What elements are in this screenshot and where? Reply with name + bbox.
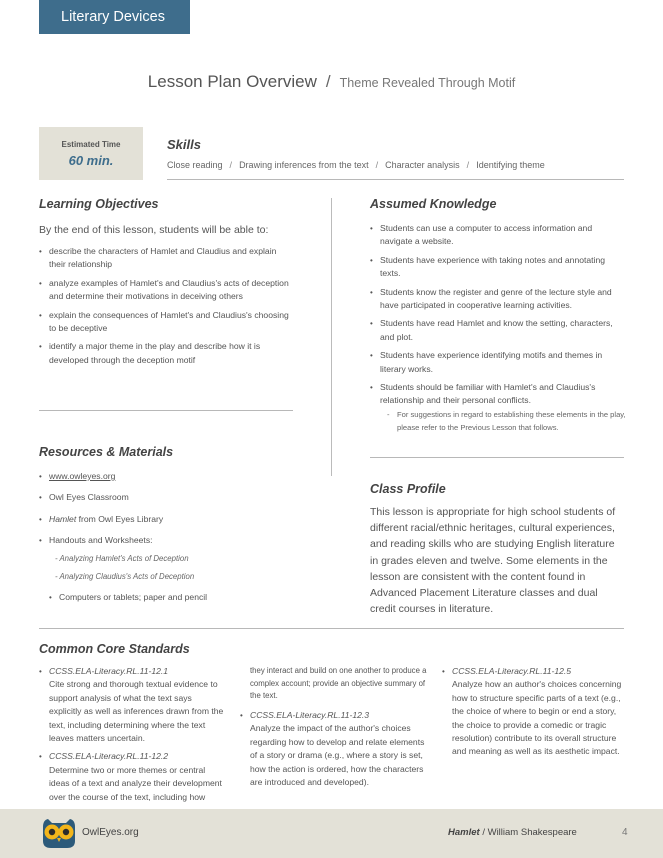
owleyes-link[interactable]: www.owleyes.org	[49, 471, 116, 481]
list-item: • Handouts and Worksheets:	[39, 534, 289, 547]
standards-divider	[39, 628, 624, 629]
skill-separator: /	[466, 160, 470, 170]
list-item: • describe the characters of Hamlet and Claudius and explain their relationship	[39, 245, 289, 272]
list-item: • analyze examples of Hamlet's and Claudius's acts of deception and determine their motivations in deceiving others	[39, 277, 289, 304]
skill-separator: /	[375, 160, 379, 170]
list-item: • Students have experience with taking notes and annotating texts.	[370, 254, 624, 281]
standard-text: Cite strong and thorough textual evidence to support analysis of what the text says explicitly as well as inferences drawn from the text, including determining where the text leaves matters uncertain.	[49, 679, 224, 744]
list-item: • explain the consequences of Hamlet's and Claudius's choosing to be deceptive	[39, 309, 289, 336]
estimated-time-box	[39, 127, 143, 180]
standard-item	[240, 709, 428, 789]
standard-text: Determine two or more themes or central ideas of a text and analyze their development over the course of the text, including how	[49, 764, 222, 802]
assumed-knowledge-heading: Assumed Knowledge	[370, 197, 497, 211]
list-item: • Students know the register and genre of the lecture style and have participated in cooperative learning activities.	[370, 286, 624, 313]
list-item	[39, 513, 289, 526]
list-item	[39, 470, 289, 483]
page-number: 4	[622, 827, 628, 838]
resources-list-extra	[49, 591, 289, 609]
list-item: • identify a major theme in the play and describe how it is developed through the deception motif	[39, 340, 289, 367]
standard-code: • CCSS.ELA-Literacy.RL.11-12.2	[49, 751, 169, 762]
objectives-divider	[39, 410, 293, 411]
handout-title: Analyzing Claudius's Acts of Deception	[59, 572, 195, 581]
list-item: • Students have read Hamlet and know the setting, characters, and plot.	[370, 317, 624, 344]
page-title	[0, 72, 663, 92]
knowledge-list	[370, 222, 624, 413]
resources-heading: Resources & Materials	[39, 445, 174, 459]
list-item: • Students have experience identifying motifs and themes in literary works.	[370, 349, 624, 376]
hamlet-source: from Owl Eyes Library	[76, 513, 164, 524]
standard-item	[39, 665, 225, 745]
standards-col-1	[39, 665, 225, 809]
standards-col-3	[442, 665, 622, 764]
list-item: • Students should be familiar with Hamlet's and Claudius's relationship and their personal conflicts.	[370, 381, 624, 408]
footer-byline	[448, 827, 577, 838]
skill-separator: /	[229, 160, 233, 170]
objectives-list	[39, 245, 289, 372]
title-subtitle: Theme Revealed Through Motif	[339, 76, 516, 90]
author-name: William Shakespeare	[487, 827, 577, 838]
skill-item: Close reading	[167, 160, 223, 170]
book-title: Hamlet	[448, 827, 480, 838]
skill-item: Character analysis	[385, 160, 460, 170]
byline-separator: /	[482, 827, 485, 838]
hamlet-title: Hamlet	[49, 513, 77, 524]
list-item: • Computers or tablets; paper and pencil	[49, 591, 289, 604]
skill-item: Drawing inferences from the text	[239, 160, 369, 170]
standard-text: Analyze the impact of the author's choices regarding how to develop and relate elements of a story or drama (e.g., where a story is set, how the action is ordered, how the characters are introduced and developed).	[250, 723, 425, 788]
list-item: • Students can use a computer to access information and navigate a website.	[370, 222, 624, 249]
section-tab: Literary Devices	[39, 0, 190, 34]
standard-code: • CCSS.ELA-Literacy.RL.11-12.3	[250, 710, 370, 720]
standard-code: • CCSS.ELA-Literacy.RL.11-12.1	[49, 666, 169, 676]
standard-item	[442, 665, 622, 759]
learning-objectives-heading: Learning Objectives	[39, 197, 159, 211]
skills-list	[167, 160, 545, 170]
knowledge-note: - For suggestions in regard to establishing these elements in the play, please refer to the Previous Lesson that follows.	[387, 408, 633, 434]
estimated-time-label: Estimated Time	[61, 140, 121, 149]
title-main: Lesson Plan Overview	[147, 72, 317, 91]
footer-brand: OwlEyes.org	[82, 827, 139, 838]
class-profile-heading: Class Profile	[370, 482, 446, 496]
resources-list	[39, 470, 289, 556]
owl-logo-icon	[40, 817, 78, 854]
standard-text: Analyze how an author's choices concerning how to structure specific parts of a text (e.g., the choice of where to begin or end a story, the choice to provide a comedic or tragic resolution) contribute to its overall structure and meaning as well as its aesthetic impact.	[452, 679, 622, 757]
title-separator: /	[325, 72, 331, 91]
class-profile-text: This lesson is appropriate for high school students of different racial/ethnic heritages, cultural experiences, and reading skills who are studying English literature in grades eleven and twelve. Some elements in the lesson are consistent with the content found in Advanced Placement Literature classes and dual credit courses in literature.	[370, 506, 616, 616]
handout-title: Analyzing Hamlet's Acts of Deception	[59, 554, 189, 563]
column-divider	[331, 198, 332, 476]
objectives-intro: By the end of this lesson, students will be able to:	[39, 224, 269, 236]
standard-continuation: they interact and build on one another to produce a complex account; provide an objective summary of the text.	[250, 666, 427, 701]
skills-divider	[167, 179, 624, 180]
handout-item: - Analyzing Hamlet's Acts of Deception	[55, 554, 189, 563]
estimated-time-value: 60 min.	[68, 153, 114, 168]
standards-heading: Common Core Standards	[39, 642, 190, 656]
standard-code: • CCSS.ELA-Literacy.RL.11-12.5	[452, 666, 572, 676]
standards-col-2	[240, 709, 428, 794]
skill-item: Identifying theme	[476, 160, 545, 170]
list-item: • Owl Eyes Classroom	[39, 491, 289, 504]
handout-item: - Analyzing Claudius's Acts of Deception	[55, 572, 195, 581]
knowledge-divider	[370, 457, 624, 458]
skills-heading: Skills	[167, 137, 201, 152]
standard-item	[39, 750, 225, 804]
